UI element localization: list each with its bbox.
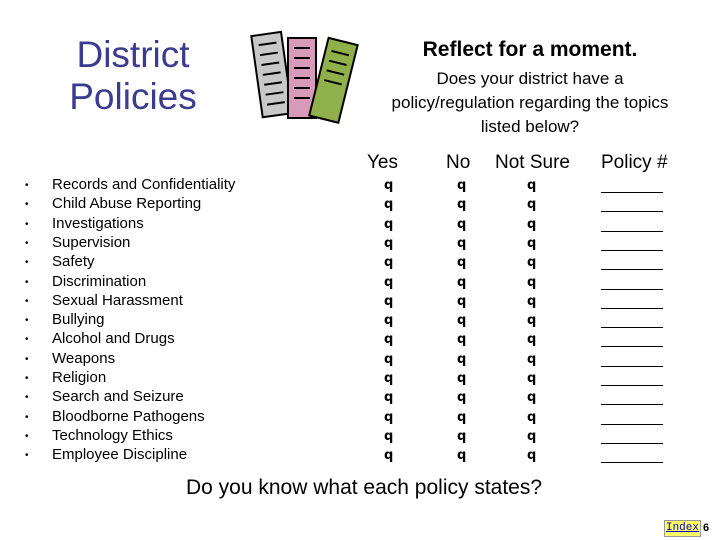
column-header-yes: Yes: [367, 152, 398, 173]
topic-label: Supervision: [52, 233, 131, 251]
bullet-icon: •: [25, 450, 29, 462]
policy-number-blank[interactable]: [601, 327, 663, 328]
bullet-icon: •: [25, 334, 29, 346]
checkbox-no[interactable]: q: [457, 409, 467, 425]
topic-label: Investigations: [52, 214, 144, 232]
topic-label: Sexual Harassment: [52, 291, 183, 309]
checkbox-no[interactable]: q: [457, 197, 467, 213]
checkbox-not-sure[interactable]: q: [527, 313, 537, 329]
checkbox-no[interactable]: q: [457, 448, 467, 464]
policy-number-blank[interactable]: [601, 250, 663, 251]
checkbox-not-sure[interactable]: q: [527, 235, 537, 251]
topic-label: Technology Ethics: [52, 426, 173, 444]
checkbox-yes[interactable]: q: [384, 313, 394, 329]
index-link[interactable]: Index: [664, 520, 701, 537]
column-header-not-sure: Not Sure: [495, 152, 570, 173]
checkbox-yes[interactable]: q: [384, 371, 394, 386]
checkbox-yes[interactable]: q: [384, 409, 394, 425]
topic-label: Weapons: [52, 349, 116, 367]
checkbox-not-sure[interactable]: q: [527, 351, 537, 367]
checkbox-no[interactable]: q: [457, 313, 467, 329]
topic-label: Discrimination: [52, 272, 147, 290]
checkbox-not-sure[interactable]: q: [527, 255, 537, 271]
policy-number-blank[interactable]: [601, 424, 663, 425]
checkbox-not-sure[interactable]: q: [527, 371, 537, 386]
policy-number-blank[interactable]: [601, 366, 663, 367]
policy-number-blank[interactable]: [601, 231, 663, 232]
checkbox-not-sure[interactable]: q: [527, 409, 537, 425]
checkbox-yes[interactable]: q: [384, 274, 394, 290]
policy-question: Does your district have a policy/regulation regarding the topics listed below?: [391, 69, 669, 136]
bullet-icon: •: [25, 353, 29, 365]
topic-label: Records and Confidentiality: [52, 176, 236, 193]
bullet-icon: •: [25, 199, 29, 211]
footer-question: Do you know what each policy states?: [186, 476, 543, 499]
checkbox-no[interactable]: q: [457, 255, 467, 271]
topic-label: Bloodborne Pathogens: [52, 407, 205, 425]
checkbox-no[interactable]: q: [457, 390, 467, 406]
bullet-icon: •: [25, 373, 29, 384]
column-header-no: No: [446, 152, 471, 173]
checkbox-yes[interactable]: q: [384, 390, 394, 406]
checkbox-yes[interactable]: q: [384, 448, 394, 464]
bullet-icon: •: [25, 315, 29, 327]
bullet-icon: •: [25, 180, 29, 191]
page-number: 6: [703, 522, 710, 534]
checkbox-yes[interactable]: q: [384, 235, 394, 251]
checkbox-no[interactable]: q: [457, 274, 467, 290]
checkbox-yes[interactable]: q: [384, 216, 394, 232]
bullet-icon: •: [25, 411, 29, 423]
column-header-policy-number: Policy #: [601, 152, 668, 173]
checkbox-not-sure[interactable]: q: [527, 274, 537, 290]
policy-number-blank[interactable]: [601, 211, 663, 212]
bullet-icon: •: [25, 218, 29, 230]
checkbox-not-sure[interactable]: q: [527, 390, 537, 406]
checkbox-not-sure[interactable]: q: [527, 197, 537, 213]
checkbox-yes[interactable]: q: [384, 197, 394, 213]
policy-number-blank[interactable]: [601, 404, 663, 405]
checkbox-no[interactable]: q: [457, 293, 467, 309]
policy-number-blank[interactable]: [601, 385, 663, 386]
checkbox-not-sure[interactable]: q: [527, 448, 537, 464]
policy-number-blank[interactable]: [601, 443, 663, 444]
topic-label: Alcohol and Drugs: [52, 330, 175, 348]
bullet-icon: •: [25, 392, 29, 404]
checkbox-yes[interactable]: q: [384, 332, 394, 348]
topic-label: Child Abuse Reporting: [52, 195, 202, 213]
policy-number-blank[interactable]: [601, 346, 663, 347]
title-line-2: Policies: [69, 76, 197, 117]
checkbox-yes[interactable]: q: [384, 351, 394, 367]
bullet-icon: •: [25, 276, 29, 288]
policy-number-blank[interactable]: [601, 289, 663, 290]
topic-label: Safety: [52, 253, 95, 271]
checkbox-not-sure[interactable]: q: [527, 178, 537, 193]
checkbox-no[interactable]: q: [457, 428, 467, 444]
policy-number-blank[interactable]: [601, 269, 663, 270]
topic-label: Bullying: [52, 311, 105, 329]
checkbox-yes[interactable]: q: [384, 428, 394, 444]
policy-number-blank[interactable]: [601, 462, 663, 463]
checkbox-no[interactable]: q: [457, 235, 467, 251]
topic-label: Employee Discipline: [52, 446, 188, 464]
checkbox-no[interactable]: q: [457, 351, 467, 367]
checkbox-not-sure[interactable]: q: [527, 293, 537, 309]
bullet-icon: •: [25, 237, 29, 249]
title-line-1: District: [76, 34, 190, 75]
topic-label: Religion: [52, 369, 107, 386]
bullet-icon: •: [25, 430, 29, 442]
books-icon: [244, 12, 364, 132]
checkbox-no[interactable]: q: [457, 371, 467, 386]
checkbox-yes[interactable]: q: [384, 255, 394, 271]
checkbox-not-sure[interactable]: q: [527, 332, 537, 348]
checkbox-yes[interactable]: q: [384, 178, 394, 193]
bullet-icon: •: [25, 295, 29, 307]
checkbox-not-sure[interactable]: q: [527, 428, 537, 444]
checkbox-yes[interactable]: q: [384, 293, 394, 309]
checkbox-no[interactable]: q: [457, 178, 467, 193]
bullet-icon: •: [25, 257, 29, 269]
policy-number-blank[interactable]: [601, 192, 663, 193]
policy-number-blank[interactable]: [601, 308, 663, 309]
topic-label: Search and Seizure: [52, 388, 184, 406]
checkbox-no[interactable]: q: [457, 216, 467, 232]
reflect-heading: Reflect for a moment.: [422, 38, 638, 61]
checkbox-no[interactable]: q: [457, 332, 467, 348]
slide-title: [48, 34, 218, 118]
checkbox-not-sure[interactable]: q: [527, 216, 537, 232]
